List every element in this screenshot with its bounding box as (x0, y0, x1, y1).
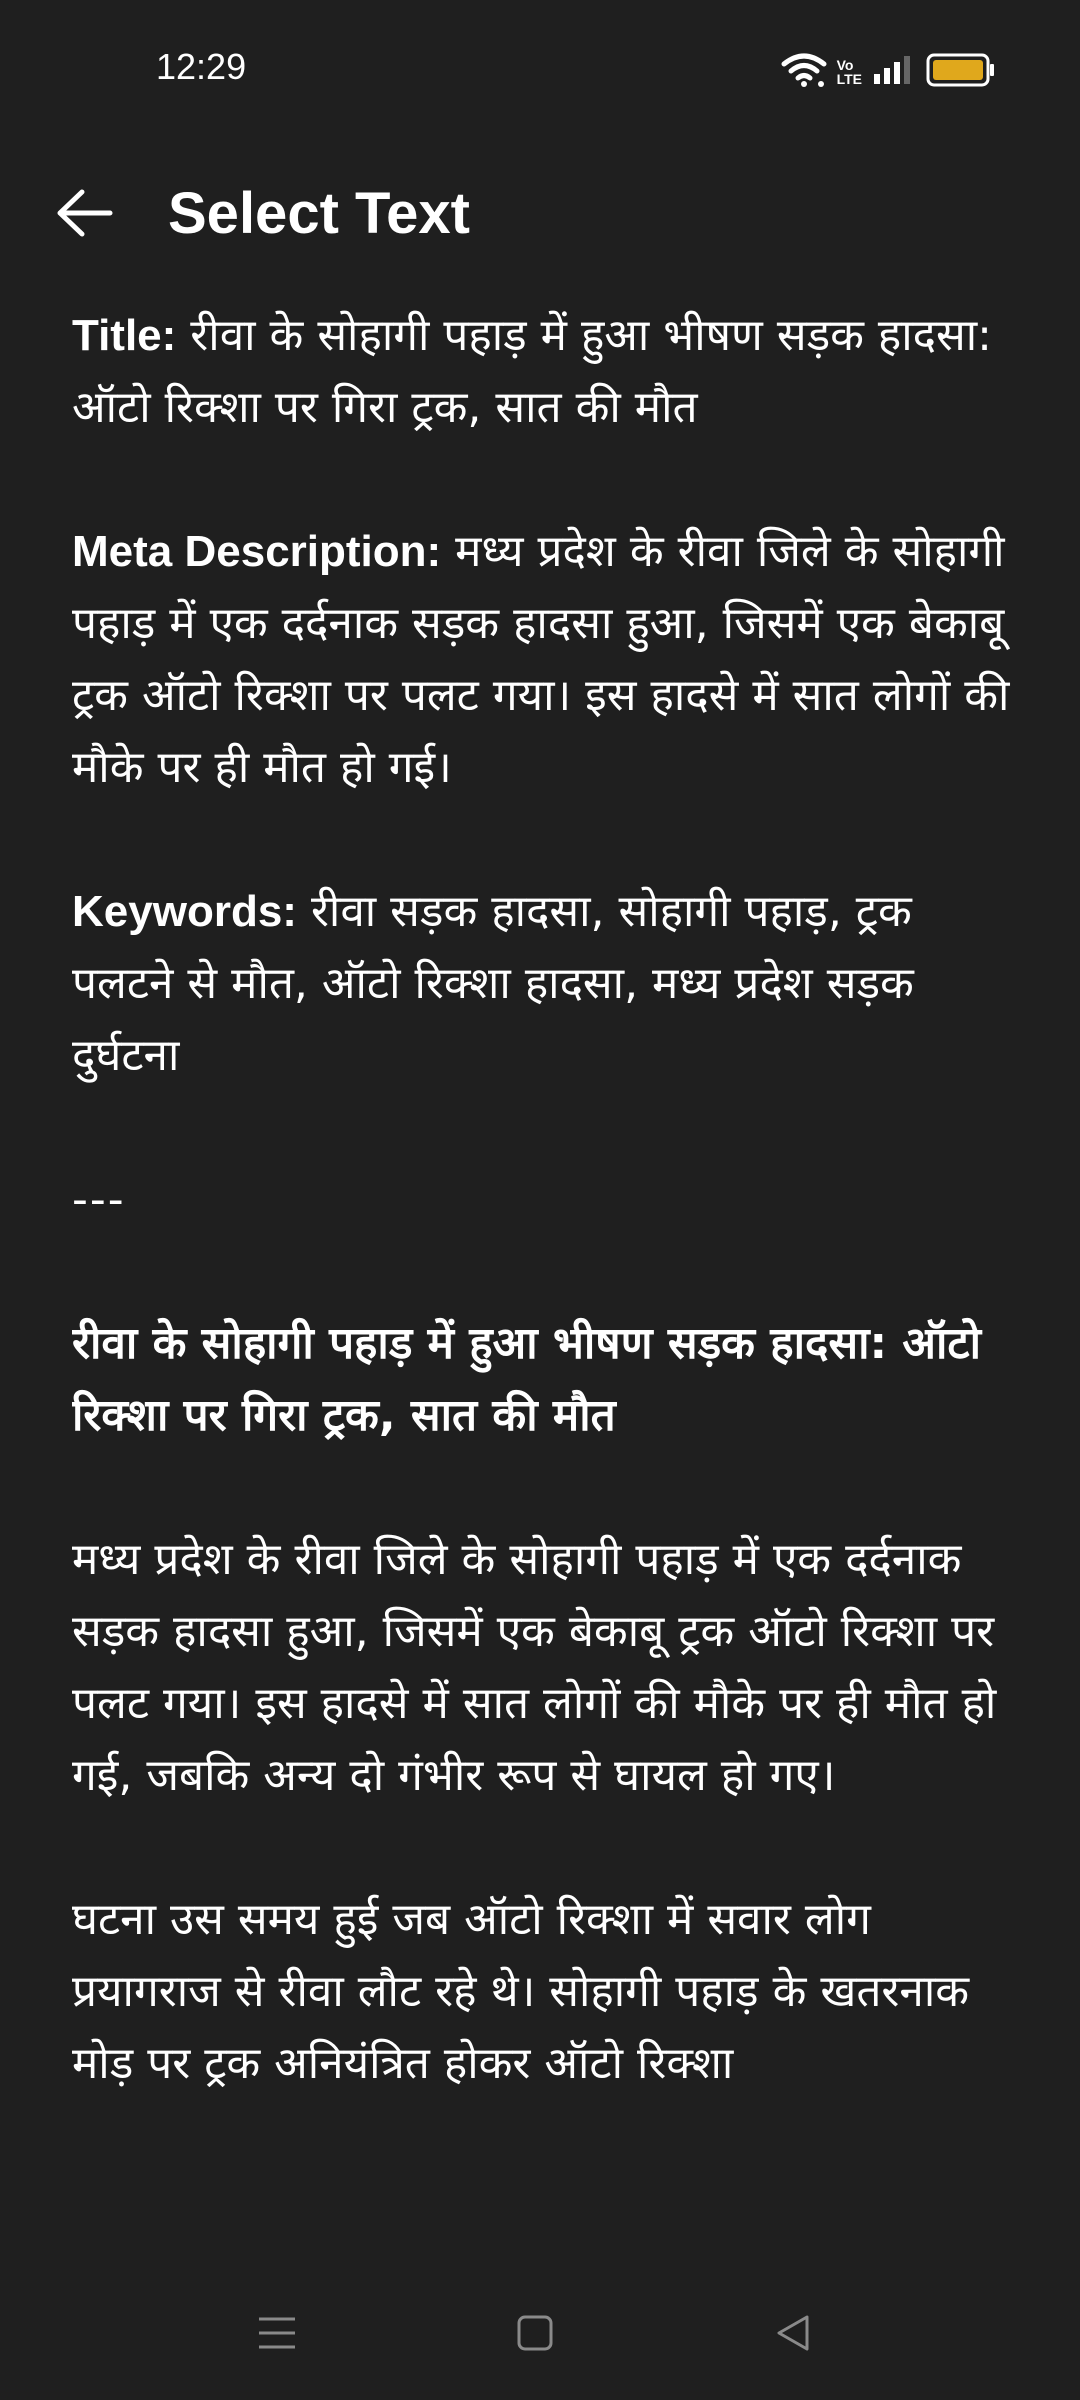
title-label: Title: (72, 311, 177, 360)
keywords-label: Keywords: (72, 887, 297, 936)
status-bar (0, 0, 1080, 140)
signal-icon (872, 54, 916, 90)
article-title[interactable]: रीवा के सोहागी पहाड़ में हुआ भीषण सड़क हादसा: ऑटो रिक्शा पर गिरा ट्रक, सात की मौत (72, 1318, 982, 1441)
home-button[interactable] (500, 2300, 570, 2370)
meta-description[interactable] (72, 516, 1012, 804)
title-line[interactable] (72, 300, 1012, 444)
keywords[interactable] (72, 876, 1012, 1092)
battery-icon (926, 52, 996, 92)
keywords-text: रीवा सड़क हादसा, सोहागी पहाड़, ट्रक पलटने से मौत, ऑटो रिक्शा हादसा, मध्य प्रदेश सड़क दुर्घटना (72, 886, 914, 1081)
meta-label: Meta Description: (72, 527, 442, 576)
triangle-back-icon (773, 2313, 813, 2357)
app-bar (0, 150, 1080, 280)
status-icons (781, 52, 996, 92)
volte-icon: Vo LTE (836, 57, 862, 87)
meta-text: मध्य प्रदेश के रीवा जिले के सोहागी पहाड़ में एक दर्दनाक सड़क हादसा हुआ, जिसमें एक बेकाबू ट्रक ऑटो रिक्शा पर पलट गया। इस हादसे में सात लोगों की मौके पर ही मौत हो गई। (72, 526, 1010, 793)
paragraph-2[interactable]: घटना उस समय हुई जब ऑटो रिक्शा में सवार लोग प्रयागराज से रीवा लौट रहे थे। सोहागी पहाड़ के खतरनाक मोड़ पर ट्रक अनियंत्रित होकर ऑटो रिक्शा (72, 1894, 970, 2089)
paragraph-1[interactable]: मध्य प्रदेश के रीवा जिले के सोहागी पहाड़ में एक दर्दनाक सड़क हादसा हुआ, जिसमें एक बेकाबू ट्रक ऑटो रिक्शा पर पलट गया। इस हादसे में सात लोगों की मौके पर ही मौत हो गई, जबकि अन्य दो गंभीर रूप से घायल हो गए। (72, 1534, 997, 1801)
nav-back-button[interactable] (758, 2300, 828, 2370)
back-button[interactable] (44, 180, 124, 250)
navigation-bar (0, 2270, 1080, 2400)
status-time: 12:29 (156, 46, 247, 87)
divider: --- (72, 1174, 126, 1225)
wifi-icon (781, 52, 827, 92)
menu-icon (257, 2313, 297, 2357)
page-title: Select Text (168, 181, 470, 246)
home-square-icon (515, 2313, 555, 2357)
selectable-text-content[interactable] (72, 300, 1012, 2270)
title-text: रीवा के सोहागी पहाड़ में हुआ भीषण सड़क हादसा: ऑटो रिक्शा पर गिरा ट्रक, सात की मौत (72, 310, 992, 433)
arrow-left-icon (54, 188, 114, 242)
recents-button[interactable] (242, 2300, 312, 2370)
